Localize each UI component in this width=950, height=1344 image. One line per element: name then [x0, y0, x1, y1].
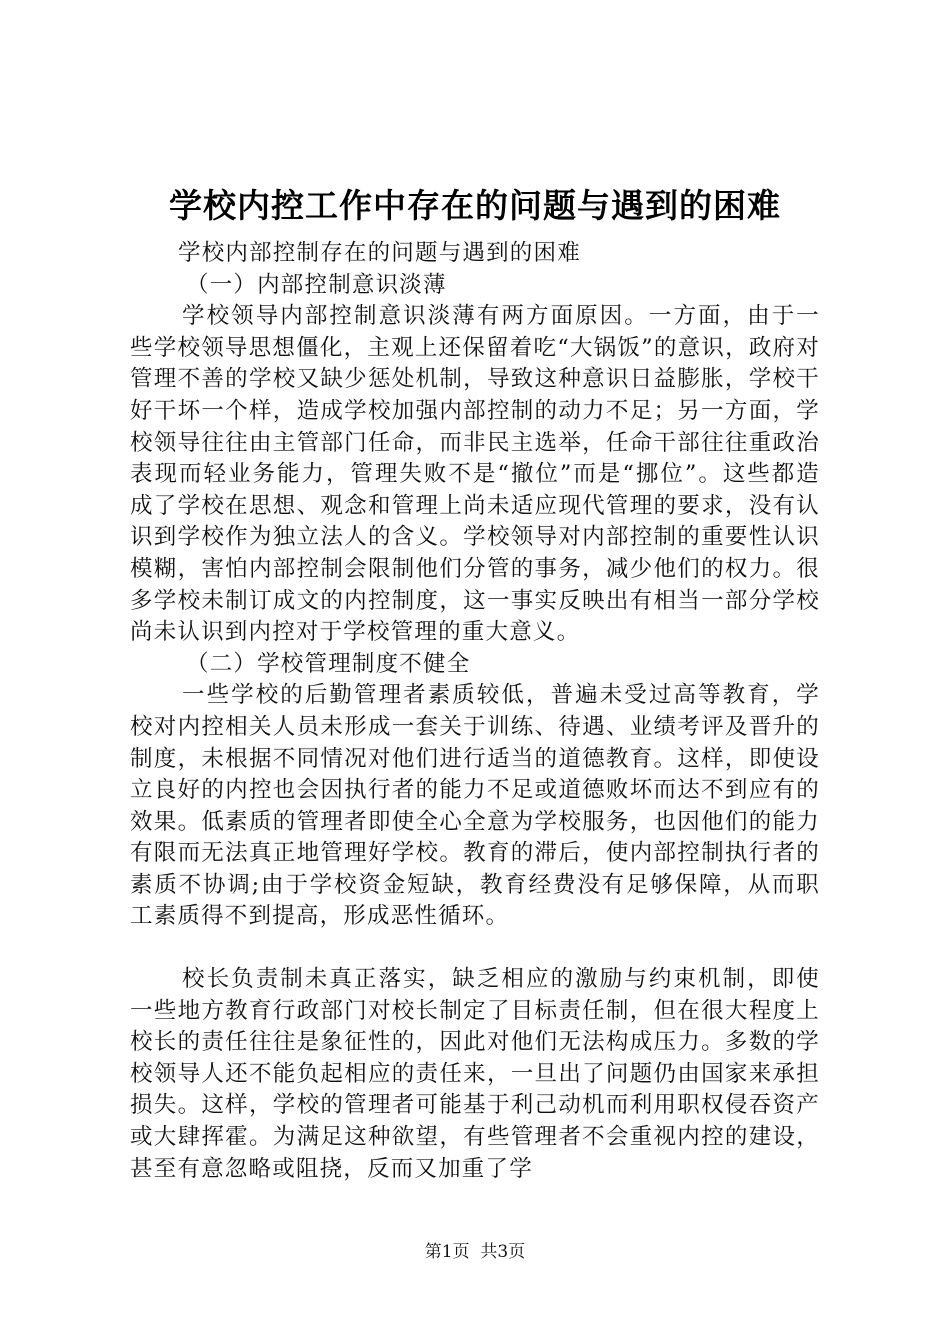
page-footer — [0, 1240, 950, 1264]
page-total: 共3页 — [480, 1242, 526, 1262]
section-paragraph-2: 一些学校的后勤管理者素质较低，普遍未受过高等教育，学校对内控相关人员未形成一套关于训练、待遇、业绩考评及晋升的制度，未根据不同情况对他们进行适当的道德教育。这样，即使设立良好的内控也会因执行者的能力不足或道德败坏而达不到应有的效果。低素质的管理者即使全心全意为学校服务，也因他们的能力有限而无法真正地管理好学校。教育的滞后，使内部控制执行者的素质不协调;由于学校资金短缺，教育经费没有足够保障，从而职工素质得不到提高，形成恶性循环。 — [130, 682, 820, 930]
document-body — [130, 238, 820, 1185]
section-heading-2: （二）学校管理制度不健全 — [186, 650, 471, 677]
closing-paragraph: 校长负责制未真正落实，缺乏相应的激励与约束机制，即使一些地方教育行政部门对校长制定了目标责任制，但在很大程度上校长的责任往往是象征性的，因此对他们无法构成压力。多数的学校领导人还不能负起相应的责任来，一旦出了问题仍由国家来承担损失。这样，学校的管理者可能基于利己动机而利用职权侵吞资产或大肆挥霍。为满足这种欲望，有些管理者不会重视内控的建设，甚至有意忽略或阻挠，反而又加重了学 — [130, 966, 820, 1182]
section-heading-1: （一）内部控制意识淡薄 — [186, 271, 447, 298]
document-title: 学校内控工作中存在的问题与遇到的困难 — [169, 186, 781, 225]
section-paragraph-1: 学校领导内部控制意识淡薄有两方面原因。一方面，由于一些学校领导思想僵化，主观上还保留着吃“大锅饭”的意识，政府对管理不善的学校又缺少惩处机制，导致这种意识日益膨胀，学校干好干坏一个样，造成学校加强内部控制的动力不足；另一方面，学校领导往往由主管部门任命，而非民主选举，任命干部往往重政治表现而轻业务能力，管理失败不是“撤位”而是“挪位”。这些都造成了学校在思想、观念和管理上尚未适应现代管理的要求，没有认识到学校作为独立法人的含义。学校领导对内部控制的重要性认识模糊，害怕内部控制会限制他们分管的事务，减少他们的权力。很多学校未制订成文的内控制度，这一事实反映出有相当一部分学校尚未认识到内控对于学校管理的重大意义。 — [130, 303, 820, 646]
document-subtitle: 学校内部控制存在的问题与遇到的困难 — [178, 240, 581, 266]
paragraph-spacer — [130, 933, 820, 964]
page-number: 第1页 — [424, 1242, 470, 1262]
